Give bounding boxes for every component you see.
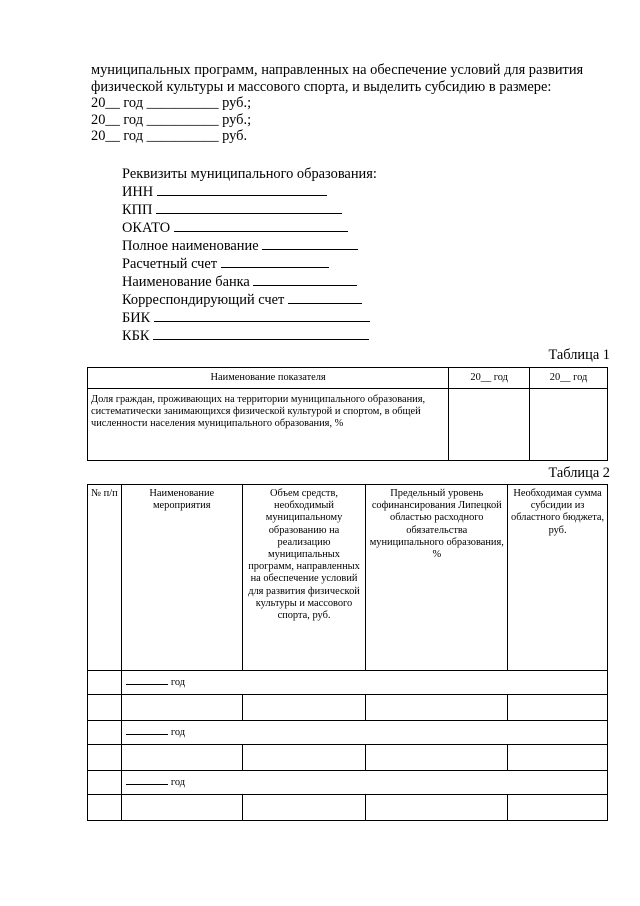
table-cell[interactable] xyxy=(508,745,608,771)
table-header-cell: 20__ год xyxy=(449,368,530,389)
table-cell[interactable] xyxy=(88,695,122,721)
intro-text xyxy=(91,62,611,145)
table-row xyxy=(88,389,608,461)
requisites-block xyxy=(122,166,377,345)
field-inn: ИНН xyxy=(122,183,377,201)
intro-line: муниципальных программ, направленных на обеспечение условий для развития xyxy=(91,62,584,78)
table-cell[interactable] xyxy=(121,795,242,821)
subsidy-table xyxy=(87,484,608,821)
table-cell[interactable] xyxy=(508,795,608,821)
table-row xyxy=(88,745,608,771)
value-cell[interactable] xyxy=(449,389,530,461)
field-okato: ОКАТО xyxy=(122,219,377,237)
requisites-title: Реквизиты муниципального образования: xyxy=(122,166,377,182)
year-row xyxy=(88,771,608,795)
year-row xyxy=(88,721,608,745)
field-kpp: КПП xyxy=(122,201,377,219)
table-header-cell: № п/п xyxy=(88,485,122,671)
table-cell[interactable] xyxy=(366,695,508,721)
table-cell[interactable] xyxy=(508,695,608,721)
year-cell[interactable]: год xyxy=(121,721,607,745)
table-cell[interactable] xyxy=(88,671,122,695)
table-header-cell: Наименование показателя xyxy=(88,368,449,389)
table-row xyxy=(88,695,608,721)
field-account: Расчетный счет xyxy=(122,255,377,273)
table-header-cell: Предельный уровень софинансирования Липецкой областью расходного обязательства муниципального образования, % xyxy=(366,485,508,671)
table-cell[interactable] xyxy=(242,795,366,821)
intro-line: физической культуры и массового спорта, и выделить субсидию в размере: xyxy=(91,78,552,95)
subsidy-line: 20__ год __________ руб.; xyxy=(91,95,252,112)
table-cell[interactable] xyxy=(88,795,122,821)
subsidy-line: 20__ год __________ руб.; xyxy=(91,111,252,128)
table-cell[interactable] xyxy=(88,721,122,745)
field-kbk: КБК xyxy=(122,327,377,345)
year-cell[interactable]: год xyxy=(121,671,607,695)
field-full-name: Полное наименование xyxy=(122,237,377,255)
field-corr-account: Корреспондирующий счет xyxy=(122,291,377,309)
field-bik: БИК xyxy=(122,309,377,327)
year-cell[interactable]: год xyxy=(121,771,607,795)
table-header-cell: Объем средств, необходимый муниципальному образованию на реализацию муниципальных программ, направленных на обеспечение условий для развития физической культуры и массового спорта, руб. xyxy=(242,485,366,671)
table-cell[interactable] xyxy=(88,745,122,771)
table-cell[interactable] xyxy=(366,745,508,771)
subsidy-line: 20__ год __________ руб. xyxy=(91,128,248,145)
table-row xyxy=(88,795,608,821)
table2-caption: Таблица 2 xyxy=(548,465,610,481)
table-cell[interactable] xyxy=(88,771,122,795)
table-header-row xyxy=(88,485,608,671)
table-cell[interactable] xyxy=(121,695,242,721)
field-bank-name: Наименование банка xyxy=(122,273,377,291)
table-cell[interactable] xyxy=(366,795,508,821)
year-row xyxy=(88,671,608,695)
table-header-cell: Наименование мероприятия xyxy=(121,485,242,671)
table-header-cell: Необходимая сумма субсидии из областного бюджета, руб. xyxy=(508,485,608,671)
table-cell[interactable] xyxy=(242,695,366,721)
indicator-name-cell: Доля граждан, проживающих на территории муниципального образования, систематически занимающихся физической культурой и спортом, в общей численности населения муниципального образования, % xyxy=(88,389,449,461)
table-header-row xyxy=(88,368,608,389)
table1-caption: Таблица 1 xyxy=(548,347,610,363)
table-cell[interactable] xyxy=(121,745,242,771)
indicators-table xyxy=(87,367,608,461)
table-header-cell: 20__ год xyxy=(530,368,608,389)
table-cell[interactable] xyxy=(242,745,366,771)
value-cell[interactable] xyxy=(530,389,608,461)
